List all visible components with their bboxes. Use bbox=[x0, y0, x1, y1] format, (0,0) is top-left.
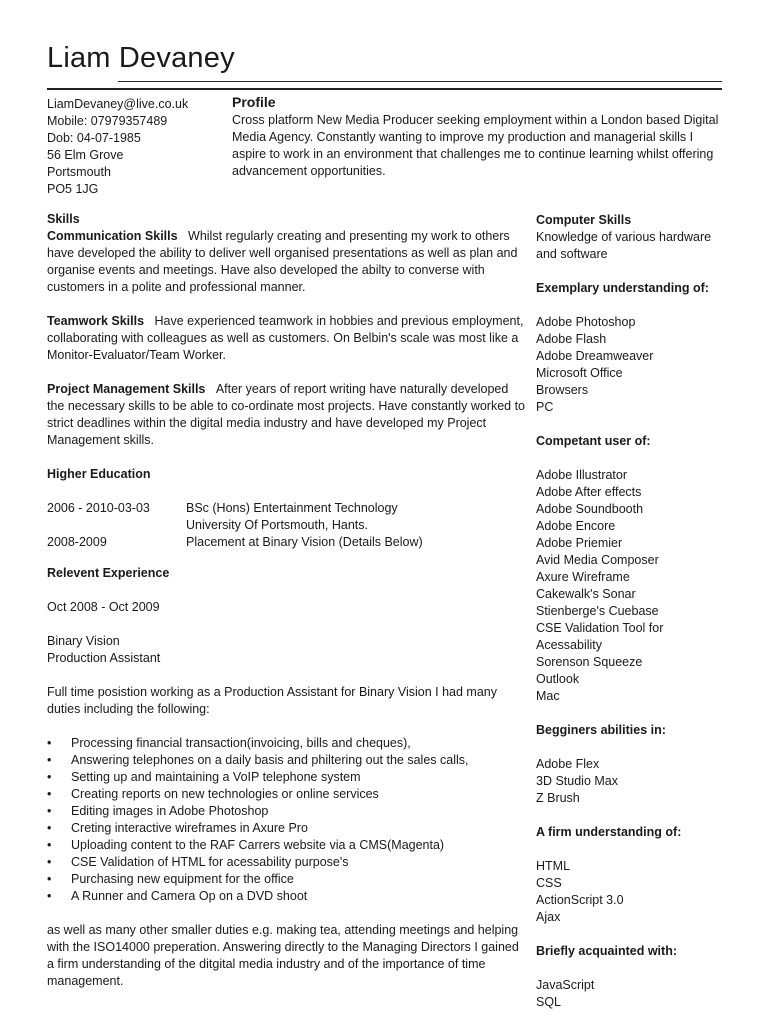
list-item: Adobe After effects bbox=[536, 485, 642, 499]
communication-skills bbox=[47, 228, 527, 296]
list-item: Axure Wireframe bbox=[536, 570, 630, 584]
contact-address-line1: 56 Elm Grove bbox=[47, 148, 124, 162]
list-item: • Processing financial transaction(invoicing, bills and cheques), bbox=[47, 735, 527, 752]
profile-heading: Profile bbox=[232, 94, 276, 110]
education-heading: Higher Education bbox=[47, 467, 151, 481]
list-item: Adobe Encore bbox=[536, 519, 616, 533]
skills-heading: Skills bbox=[47, 212, 80, 226]
computer-skills-column bbox=[536, 212, 726, 1011]
list-item: Microsoft Office bbox=[536, 366, 623, 380]
beginner-heading: Begginers abilities in: bbox=[536, 723, 666, 737]
list-item: • Answering telephones on a daily basis and philtering out the sales calls, bbox=[47, 752, 527, 769]
list-item: Z Brush bbox=[536, 791, 580, 805]
list-item: Avid Media Composer bbox=[536, 553, 659, 567]
list-item: • Uploading content to the RAF Carrers website via a CMS(Magenta) bbox=[47, 837, 527, 854]
teamwork-skills-text: Have experienced teamwork in hobbies and previous employment, collaborating with colleagues as well as customers. On Belbin's scale was most like a Monitor-Evaluator/Team Worker. bbox=[47, 314, 524, 362]
list-item: • Creating reports on new technologies or online services bbox=[47, 786, 527, 803]
list-item: Adobe Photoshop bbox=[536, 315, 636, 329]
project-management-skills-title: Project Management Skills bbox=[47, 382, 206, 396]
list-item: ActionScript 3.0 bbox=[536, 893, 624, 907]
education-degree: BSc (Hons) Entertainment Technology bbox=[186, 501, 398, 515]
list-item: • Creting interactive wireframes in Axure Pro bbox=[47, 820, 527, 837]
education-institution: University Of Portsmouth, Hants. bbox=[186, 518, 369, 532]
education-placement: Placement at Binary Vision (Details Below) bbox=[186, 535, 423, 549]
list-item: Stienberge's Cuebase bbox=[536, 604, 659, 618]
project-management-skills-text: After years of report writing have naturally developed the necessary skills to be able to co-ordinate most projects. Have constantly worked to strict deadlines within the digital media industry and have developed my Project Management skills. bbox=[47, 382, 526, 447]
list-item: 3D Studio Max bbox=[536, 774, 618, 788]
briefly-acquainted-heading: Briefly acquainted with: bbox=[536, 944, 677, 958]
experience-intro: Full time posistion working as a Production Assistant for Binary Vision I had many duties including the following: bbox=[47, 685, 497, 716]
competent-heading: Competant user of: bbox=[536, 434, 651, 448]
list-item: Adobe Priemier bbox=[536, 536, 623, 550]
contact-postcode: PO5 1JG bbox=[47, 182, 99, 196]
header-rule-bottom bbox=[47, 88, 722, 90]
teamwork-skills bbox=[47, 313, 527, 364]
education-date: 2008-2009 bbox=[47, 535, 107, 549]
exemplary-heading: Exemplary understanding of: bbox=[536, 281, 709, 295]
contact-block bbox=[47, 96, 188, 198]
experience-heading: Relevent Experience bbox=[47, 566, 170, 580]
list-item: Browsers bbox=[536, 383, 589, 397]
computer-skills-heading: Computer Skills bbox=[536, 213, 632, 227]
list-item: CSS bbox=[536, 876, 562, 890]
list-item: • Editing images in Adobe Photoshop bbox=[47, 803, 527, 820]
list-item: Sorenson Squeeze bbox=[536, 655, 643, 669]
contact-mobile: Mobile: 07979357489 bbox=[47, 114, 168, 128]
resume-name: Liam Devaney bbox=[47, 42, 235, 74]
list-item: Outlook bbox=[536, 672, 580, 686]
teamwork-skills-title: Teamwork Skills bbox=[47, 314, 145, 328]
profile-text: Cross platform New Media Producer seeking employment within a London based Digital Media Agency. Constantly wanting to improve my production and managerial skills I aspire to work in an environment that challenges me to continue learning whilst offering advancement opportunities. bbox=[232, 113, 719, 178]
list-item: Adobe Illustrator bbox=[536, 468, 628, 482]
list-item: • A Runner and Camera Op on a DVD shoot bbox=[47, 888, 527, 905]
list-item: Adobe Flex bbox=[536, 757, 600, 771]
list-item: • CSE Validation of HTML for acessability purpose's bbox=[47, 854, 527, 871]
list-item: Cakewalk's Sonar bbox=[536, 587, 636, 601]
list-item: PC bbox=[536, 400, 554, 414]
list-item: Mac bbox=[536, 689, 560, 703]
contact-address-line2: Portsmouth bbox=[47, 165, 111, 179]
contact-email: LiamDevaney@live.co.uk bbox=[47, 97, 189, 111]
education-row bbox=[47, 500, 527, 534]
project-management-skills bbox=[47, 381, 527, 449]
list-item: Ajax bbox=[536, 910, 561, 924]
communication-skills-title: Communication Skills bbox=[47, 229, 178, 243]
list-item: • Purchasing new equipment for the office bbox=[47, 871, 527, 888]
profile-section bbox=[232, 94, 722, 180]
experience-outro: as well as many other smaller duties e.g. making tea, attending meetings and helping with the ISO14000 preperation. Answering directly to the Managing Directors I gained a firm understanding of the ditgital media industry and of the importance of time management. bbox=[47, 923, 519, 988]
list-item: JavaScript bbox=[536, 978, 595, 992]
experience-role: Production Assistant bbox=[47, 651, 161, 665]
firm-understanding-heading: A firm understanding of: bbox=[536, 825, 682, 839]
header-rule-top bbox=[118, 81, 722, 82]
contact-dob: Dob: 04-07-1985 bbox=[47, 131, 141, 145]
experience-dates: Oct 2008 - Oct 2009 bbox=[47, 600, 160, 614]
list-item: • Setting up and maintaining a VoIP telephone system bbox=[47, 769, 527, 786]
list-item: SQL bbox=[536, 995, 562, 1009]
list-item: Adobe Soundbooth bbox=[536, 502, 644, 516]
education-row bbox=[47, 534, 527, 551]
computer-skills-intro: Knowledge of various hardware and software bbox=[536, 230, 712, 261]
list-item: Adobe Dreamweaver bbox=[536, 349, 654, 363]
experience-company: Binary Vision bbox=[47, 634, 120, 648]
education-date: 2006 - 2010-03-03 bbox=[47, 501, 150, 515]
list-item: Adobe Flash bbox=[536, 332, 607, 346]
list-item: CSE Validation Tool for Acessability bbox=[536, 621, 664, 652]
main-column bbox=[47, 211, 527, 990]
duties-list bbox=[47, 735, 527, 905]
communication-skills-text: Whilst regularly creating and presenting my work to others have developed the ability to deliver well organised presentations as well as plan and organise events and meetings. Have also developed the abilty to converse with customers in a polite and professional manner. bbox=[47, 229, 518, 294]
list-item: HTML bbox=[536, 859, 571, 873]
